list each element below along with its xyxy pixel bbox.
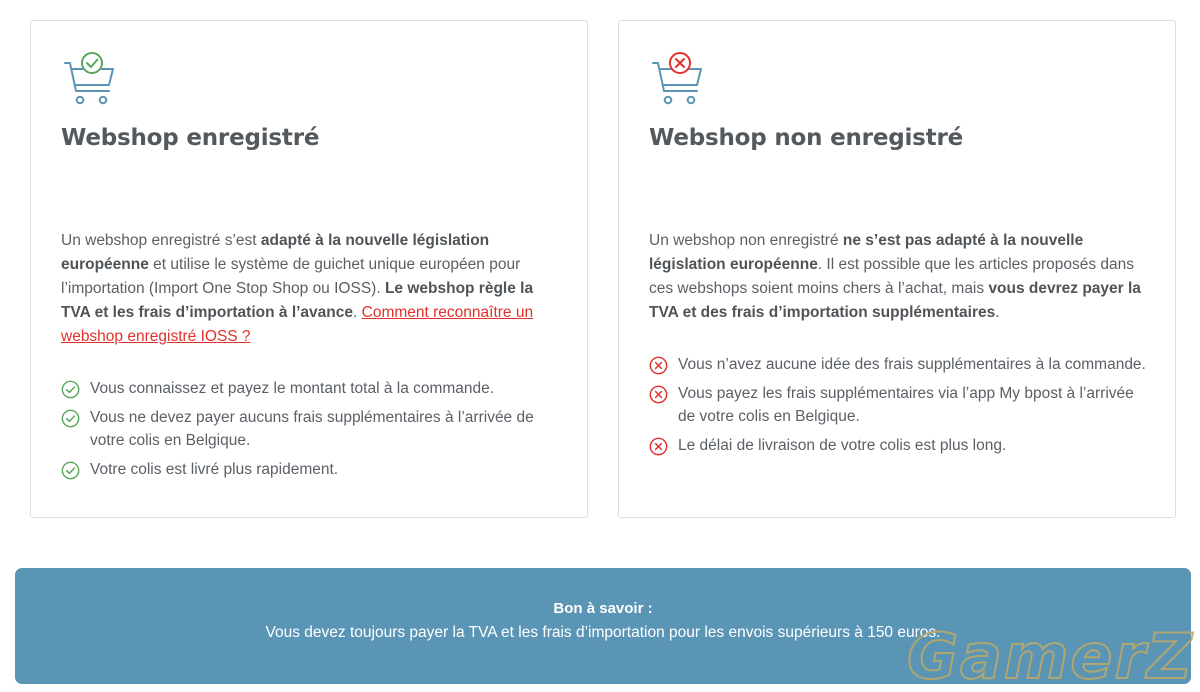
cross-circle-icon	[649, 385, 668, 404]
unregistered-title: Webshop non enregistré	[649, 125, 963, 151]
registered-title: Webshop enregistré	[61, 125, 320, 151]
banner-text: Vous devez toujours payer la TVA et les frais d’importation pour les envois supérieurs à 150 euros.	[265, 624, 941, 641]
watermark-logo: GamerZ	[907, 620, 1194, 692]
registered-webshop-card	[30, 20, 588, 518]
unregistered-description: Un webshop non enregistré ne s’est pas adapté à la nouvelle législation européenne. Il est possible que les articles proposés dans ces webshops soient moins chers à l’achat, mais vous devrez payer la TVA et des frais d’importation supplémentaires.	[649, 232, 1141, 321]
unregistered-webshop-card	[618, 20, 1176, 518]
registered-benefits-list	[61, 377, 561, 487]
ioss-info-link[interactable]: Comment reconnaître un webshop enregistré IOSS ?	[61, 304, 534, 345]
cross-circle-icon	[649, 356, 668, 375]
list-item: Vous n’avez aucune idée des frais supplémentaires à la commande.	[649, 353, 1149, 376]
list-item: Vous connaissez et payez le montant total à la commande.	[61, 377, 561, 400]
cart-check-icon	[61, 51, 119, 109]
check-circle-icon	[61, 461, 80, 480]
check-circle-icon	[61, 380, 80, 399]
cross-circle-icon	[649, 437, 668, 456]
cart-cross-icon	[649, 51, 707, 109]
list-item: Le délai de livraison de votre colis est plus long.	[649, 434, 1149, 457]
list-item: Vous payez les frais supplémentaires via l’app My bpost à l’arrivée de votre colis en Belgique.	[649, 382, 1149, 428]
list-item: Vous ne devez payer aucuns frais supplémentaires à l’arrivée de votre colis en Belgique.	[61, 406, 561, 452]
banner-title: Bon à savoir :	[553, 600, 653, 617]
unregistered-drawbacks-list	[649, 353, 1149, 463]
check-circle-icon	[61, 409, 80, 428]
list-item: Votre colis est livré plus rapidement.	[61, 458, 561, 481]
registered-description: Un webshop enregistré s’est adapté à la nouvelle législation européenne et utilise le système de guichet unique européen pour l’importation (Import One Stop Shop ou IOSS). Le webshop règle la TVA et les frais d’importation à l’avance. Comment reconnaître un webshop enregistré IOSS ?	[61, 232, 534, 345]
